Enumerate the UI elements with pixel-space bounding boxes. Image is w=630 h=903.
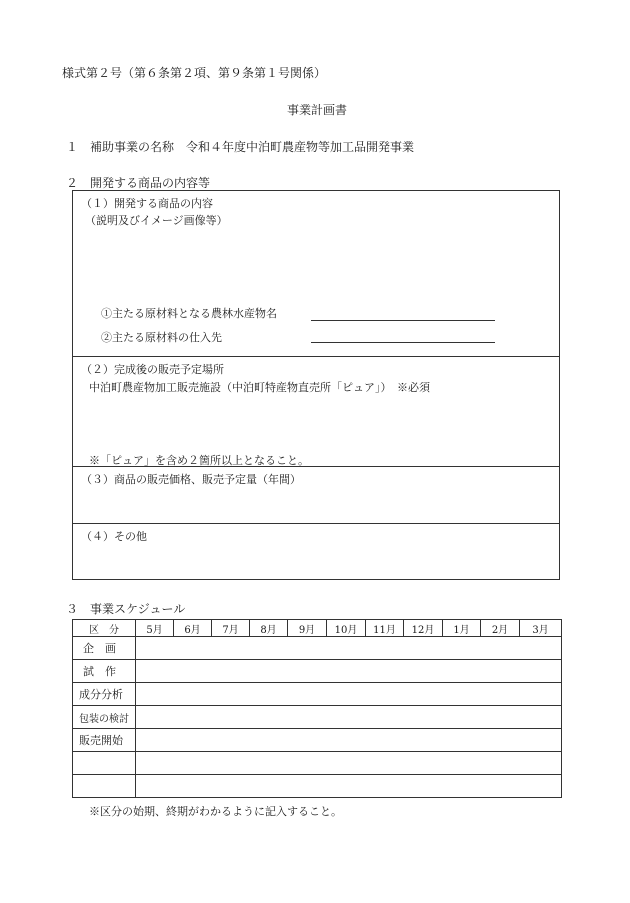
other-box xyxy=(72,523,560,580)
supplier-input-line[interactable] xyxy=(311,342,495,343)
row-label[interactable] xyxy=(73,752,136,775)
schedule-row xyxy=(73,637,562,660)
schedule-cell[interactable] xyxy=(136,752,562,775)
page-title: 事業計画書 xyxy=(287,103,348,117)
schedule-row xyxy=(73,660,562,683)
schedule-row xyxy=(73,706,562,729)
month-header: 3月 xyxy=(520,620,562,637)
box4-heading: （４）その他 xyxy=(81,530,147,543)
month-header: 1月 xyxy=(443,620,481,637)
section1-label: １ 補助事業の名称 令和４年度中泊町農産物等加工品開発事業 xyxy=(66,140,415,154)
month-header: 9月 xyxy=(288,620,327,637)
schedule-cell[interactable] xyxy=(136,660,562,683)
schedule-header-row xyxy=(73,620,562,637)
material-label: ①主たる原材料となる農林水産物名 xyxy=(101,307,277,320)
schedule-cell[interactable] xyxy=(136,637,562,660)
row-label: 企 画 xyxy=(73,637,136,660)
row-label: 試 作 xyxy=(73,660,136,683)
supplier-label: ②主たる原材料の仕入先 xyxy=(101,331,222,344)
box1-heading: （１）開発する商品の内容 xyxy=(81,197,213,210)
material-input-line[interactable] xyxy=(311,320,495,321)
box2-heading: （２）完成後の販売予定場所 xyxy=(81,363,224,376)
month-header: 2月 xyxy=(481,620,520,637)
month-header: 11月 xyxy=(366,620,404,637)
month-header: 12月 xyxy=(404,620,443,637)
product-content-box xyxy=(72,190,560,357)
row-label[interactable] xyxy=(73,775,136,798)
row-label: 成分分析 xyxy=(73,683,136,706)
schedule-cell[interactable] xyxy=(136,706,562,729)
sales-place-box xyxy=(72,356,560,467)
schedule-table xyxy=(72,619,562,798)
schedule-row xyxy=(73,729,562,752)
form-id: 様式第２号（第６条第２項、第９条第１号関係） xyxy=(62,66,327,80)
month-header: 10月 xyxy=(327,620,366,637)
schedule-footnote: ※区分の始期、終期がわかるように記入すること。 xyxy=(89,805,342,818)
header-label: 区 分 xyxy=(73,620,136,637)
price-volume-box xyxy=(72,466,560,524)
box2-note: ※「ピュア」を含め２箇所以上となること。 xyxy=(89,454,309,467)
row-label: 包装の検討 xyxy=(73,706,136,729)
month-header: 8月 xyxy=(250,620,288,637)
schedule-cell[interactable] xyxy=(136,683,562,706)
schedule-cell[interactable] xyxy=(136,775,562,798)
schedule-cell[interactable] xyxy=(136,729,562,752)
month-header: 5月 xyxy=(136,620,174,637)
section3-heading: ３ 事業スケジュール xyxy=(66,602,186,616)
section2-heading: ２ 開発する商品の内容等 xyxy=(66,176,211,190)
schedule-row xyxy=(73,775,562,798)
box2-place: 中泊町農産物加工販売施設（中泊町特産物直売所「ピュア」） ※必須 xyxy=(89,381,430,394)
schedule-row xyxy=(73,683,562,706)
row-label: 販売開始 xyxy=(73,729,136,752)
month-header: 6月 xyxy=(174,620,212,637)
month-header: 7月 xyxy=(212,620,250,637)
schedule-row xyxy=(73,752,562,775)
box3-heading: （３）商品の販売価格、販売予定量（年間） xyxy=(81,473,301,486)
box1-note: （説明及びイメージ画像等） xyxy=(85,214,228,227)
